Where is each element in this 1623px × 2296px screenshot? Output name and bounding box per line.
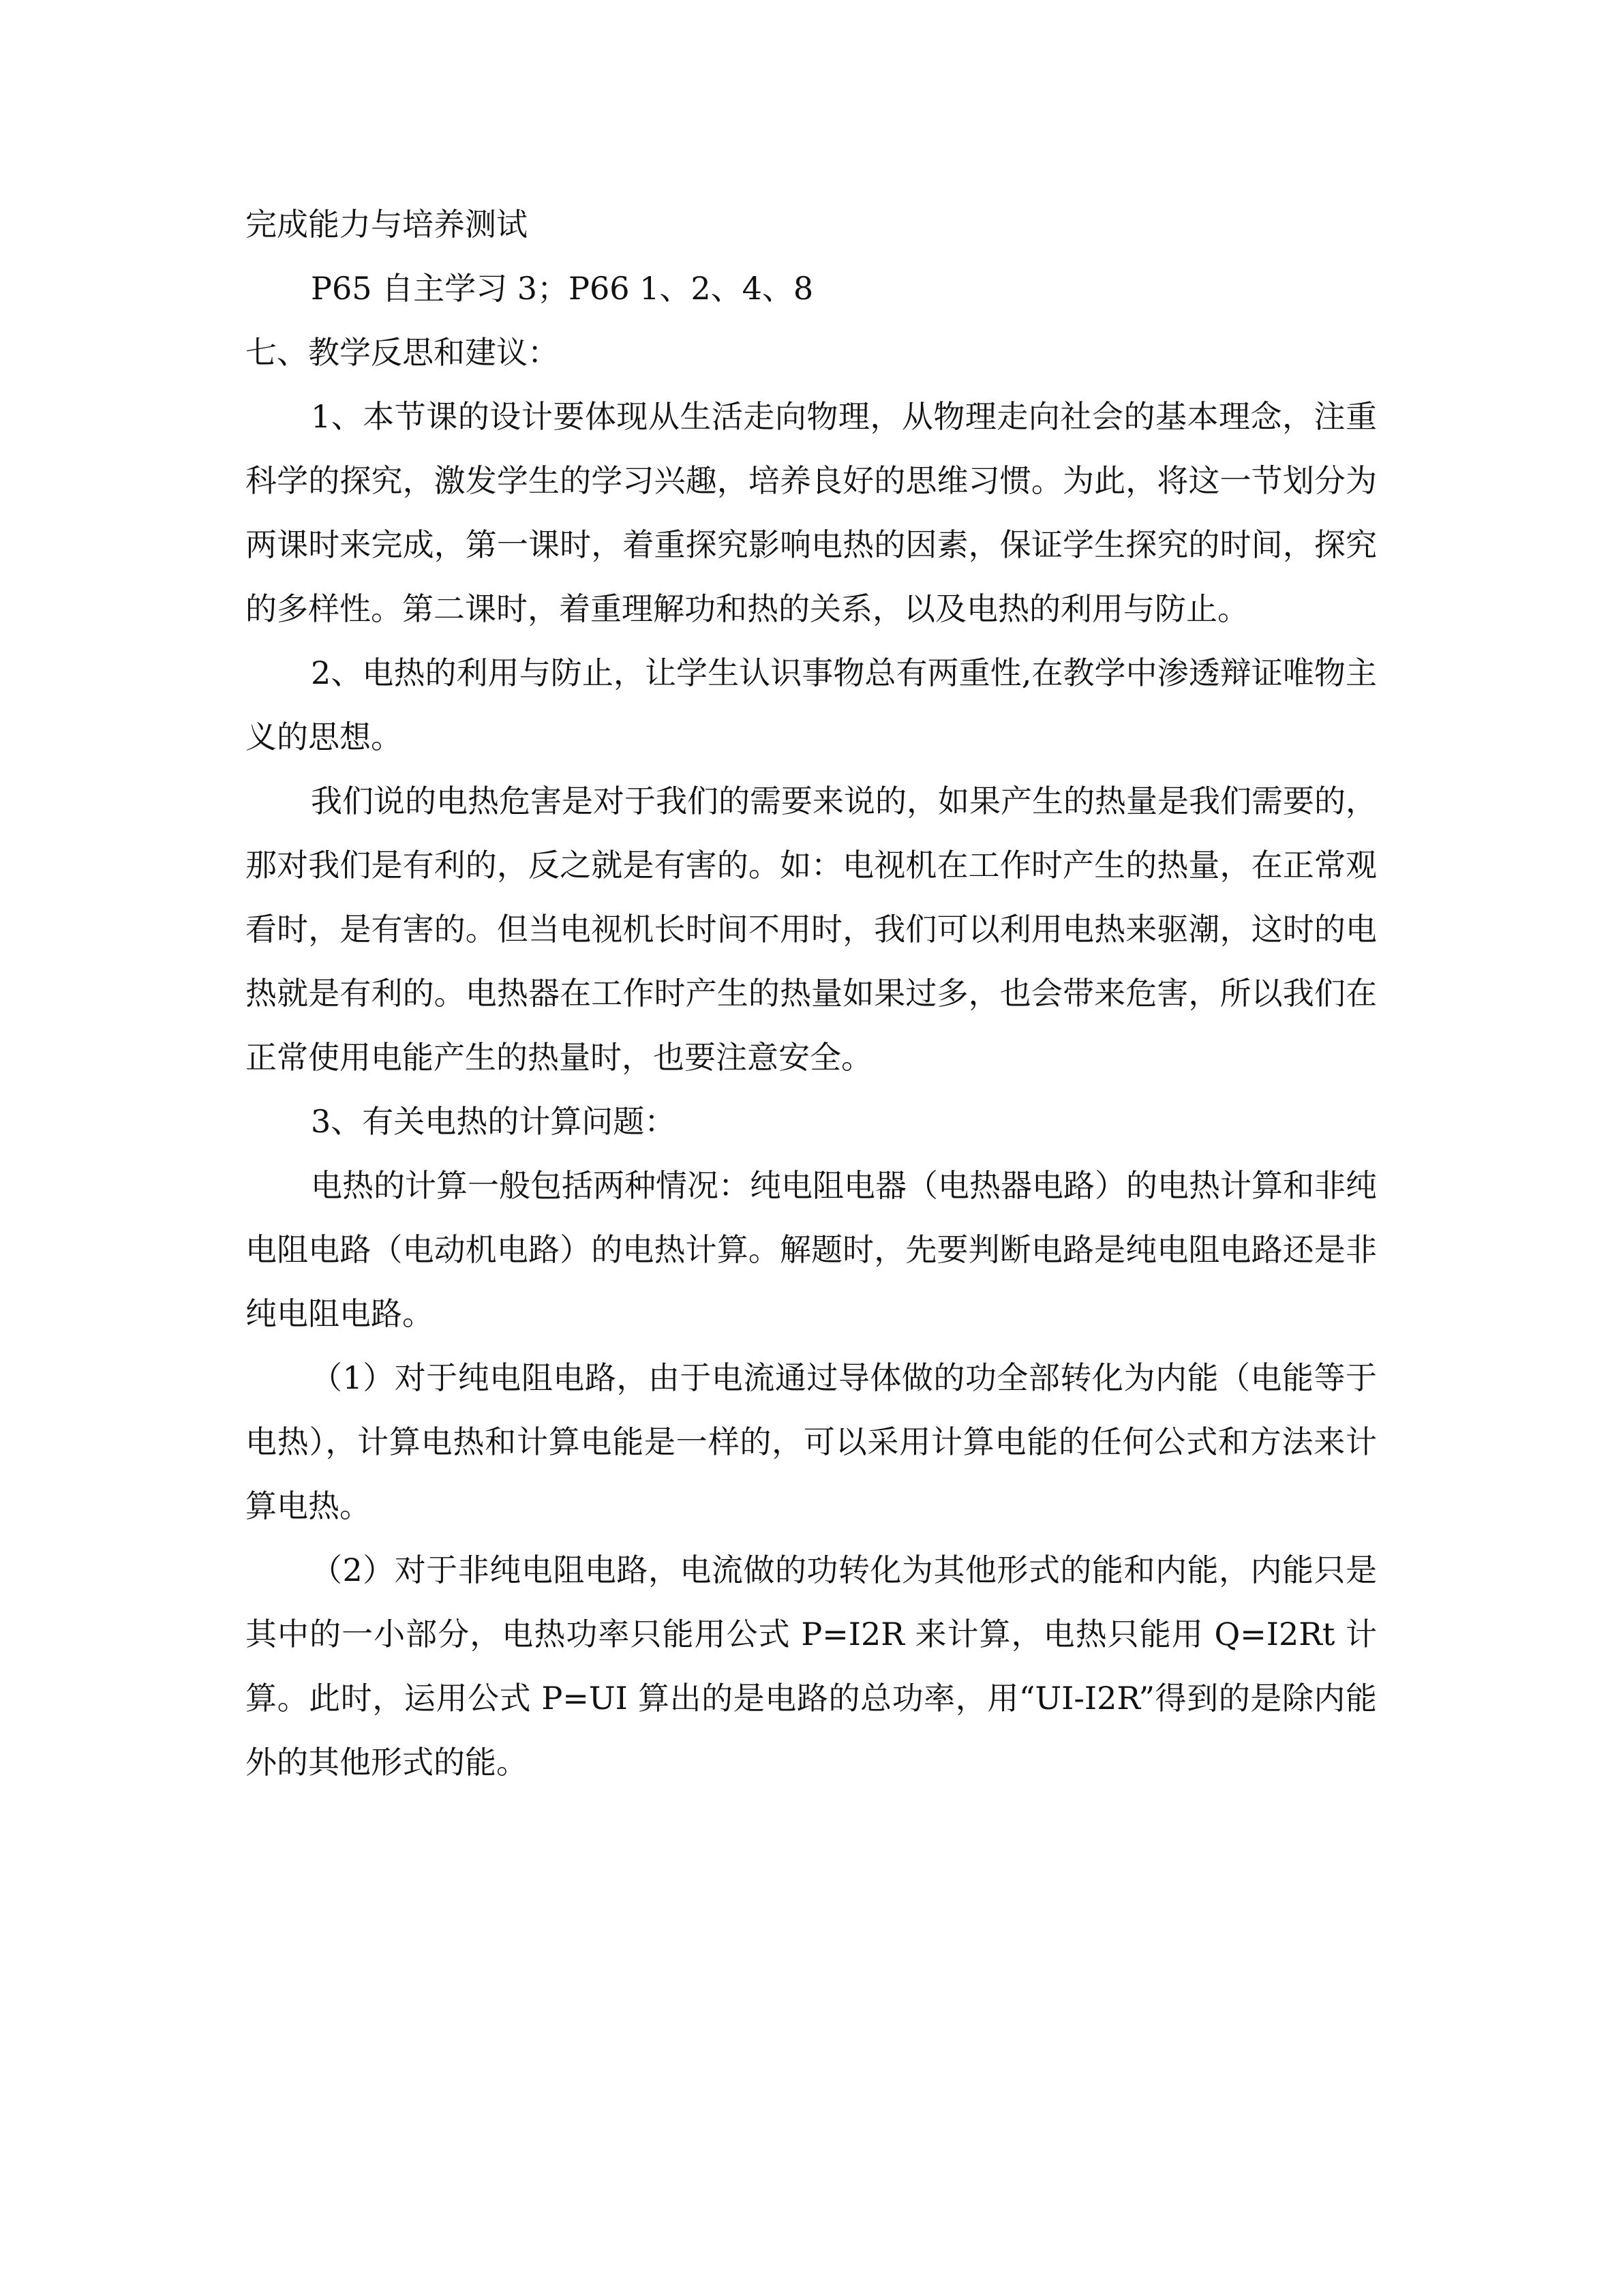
paragraph-exercise-pages: P65 自主学习 3；P66 1、2、4、8	[311, 270, 814, 307]
paragraph-calc-overview: 电热的计算一般包括两种情况：纯电阻电器（电热器电路）的电热计算和非纯电阻电路（电动机电路）的电热计算。解题时，先要判断电路是纯电阻电路还是非纯电阻电路。	[245, 1167, 1377, 1332]
document-body	[245, 192, 1377, 1794]
paragraph-pure-resistance: （1）对于纯电阻电路，由于电流通过导体做的功全部转化为内能（电能等于电热），计算电热和计算电能是一样的，可以采用计算电能的任何公式和方法来计算电热。	[245, 1359, 1377, 1524]
paragraph-reflection-1: 1、本节课的设计要体现从生活走向物理，从物理走向社会的基本理念，注重科学的探究，激发学生的学习兴趣，培养良好的思维习惯。为此，将这一节划分为两课时来完成，第一课时，着重探究影响电热的因素，保证学生探究的时间，探究的多样性。第二课时，着重理解功和热的关系，以及电热的利用与防止。	[245, 398, 1377, 627]
paragraph-reflection-2: 2、电热的利用与防止，让学生认识事物总有两重性,在教学中渗透辩证唯物主义的思想。	[245, 654, 1377, 755]
paragraph-non-pure-resistance: （2）对于非纯电阻电路，电流做的功转化为其他形式的能和内能，内能只是其中的一小部分，电热功率只能用公式 P=I2R 来计算，电热只能用 Q=I2Rt 计算。此时，运用公式 P=UI 算出的是电路的总功率，用“UI-I2R”得到的是除内能外的其他形式的能。	[245, 1552, 1377, 1781]
section-heading-reflection: 七、教学反思和建议：	[245, 334, 559, 371]
paragraph-heat-harm: 我们说的电热危害是对于我们的需要来说的，如果产生的热量是我们需要的，那对我们是有利的，反之就是有害的。如：电视机在工作时产生的热量，在正常观看时，是有害的。但当电视机长时间不用时，我们可以利用电热来驱潮，这时的电热就是有利的。电热器在工作时产生的热量如果过多，也会带来危害，所以我们在正常使用电能产生的热量时，也要注意安全。	[245, 783, 1377, 1076]
paragraph-reflection-3: 3、有关电热的计算问题：	[311, 1103, 676, 1140]
paragraph-test-title: 完成能力与培养测试	[245, 206, 528, 243]
